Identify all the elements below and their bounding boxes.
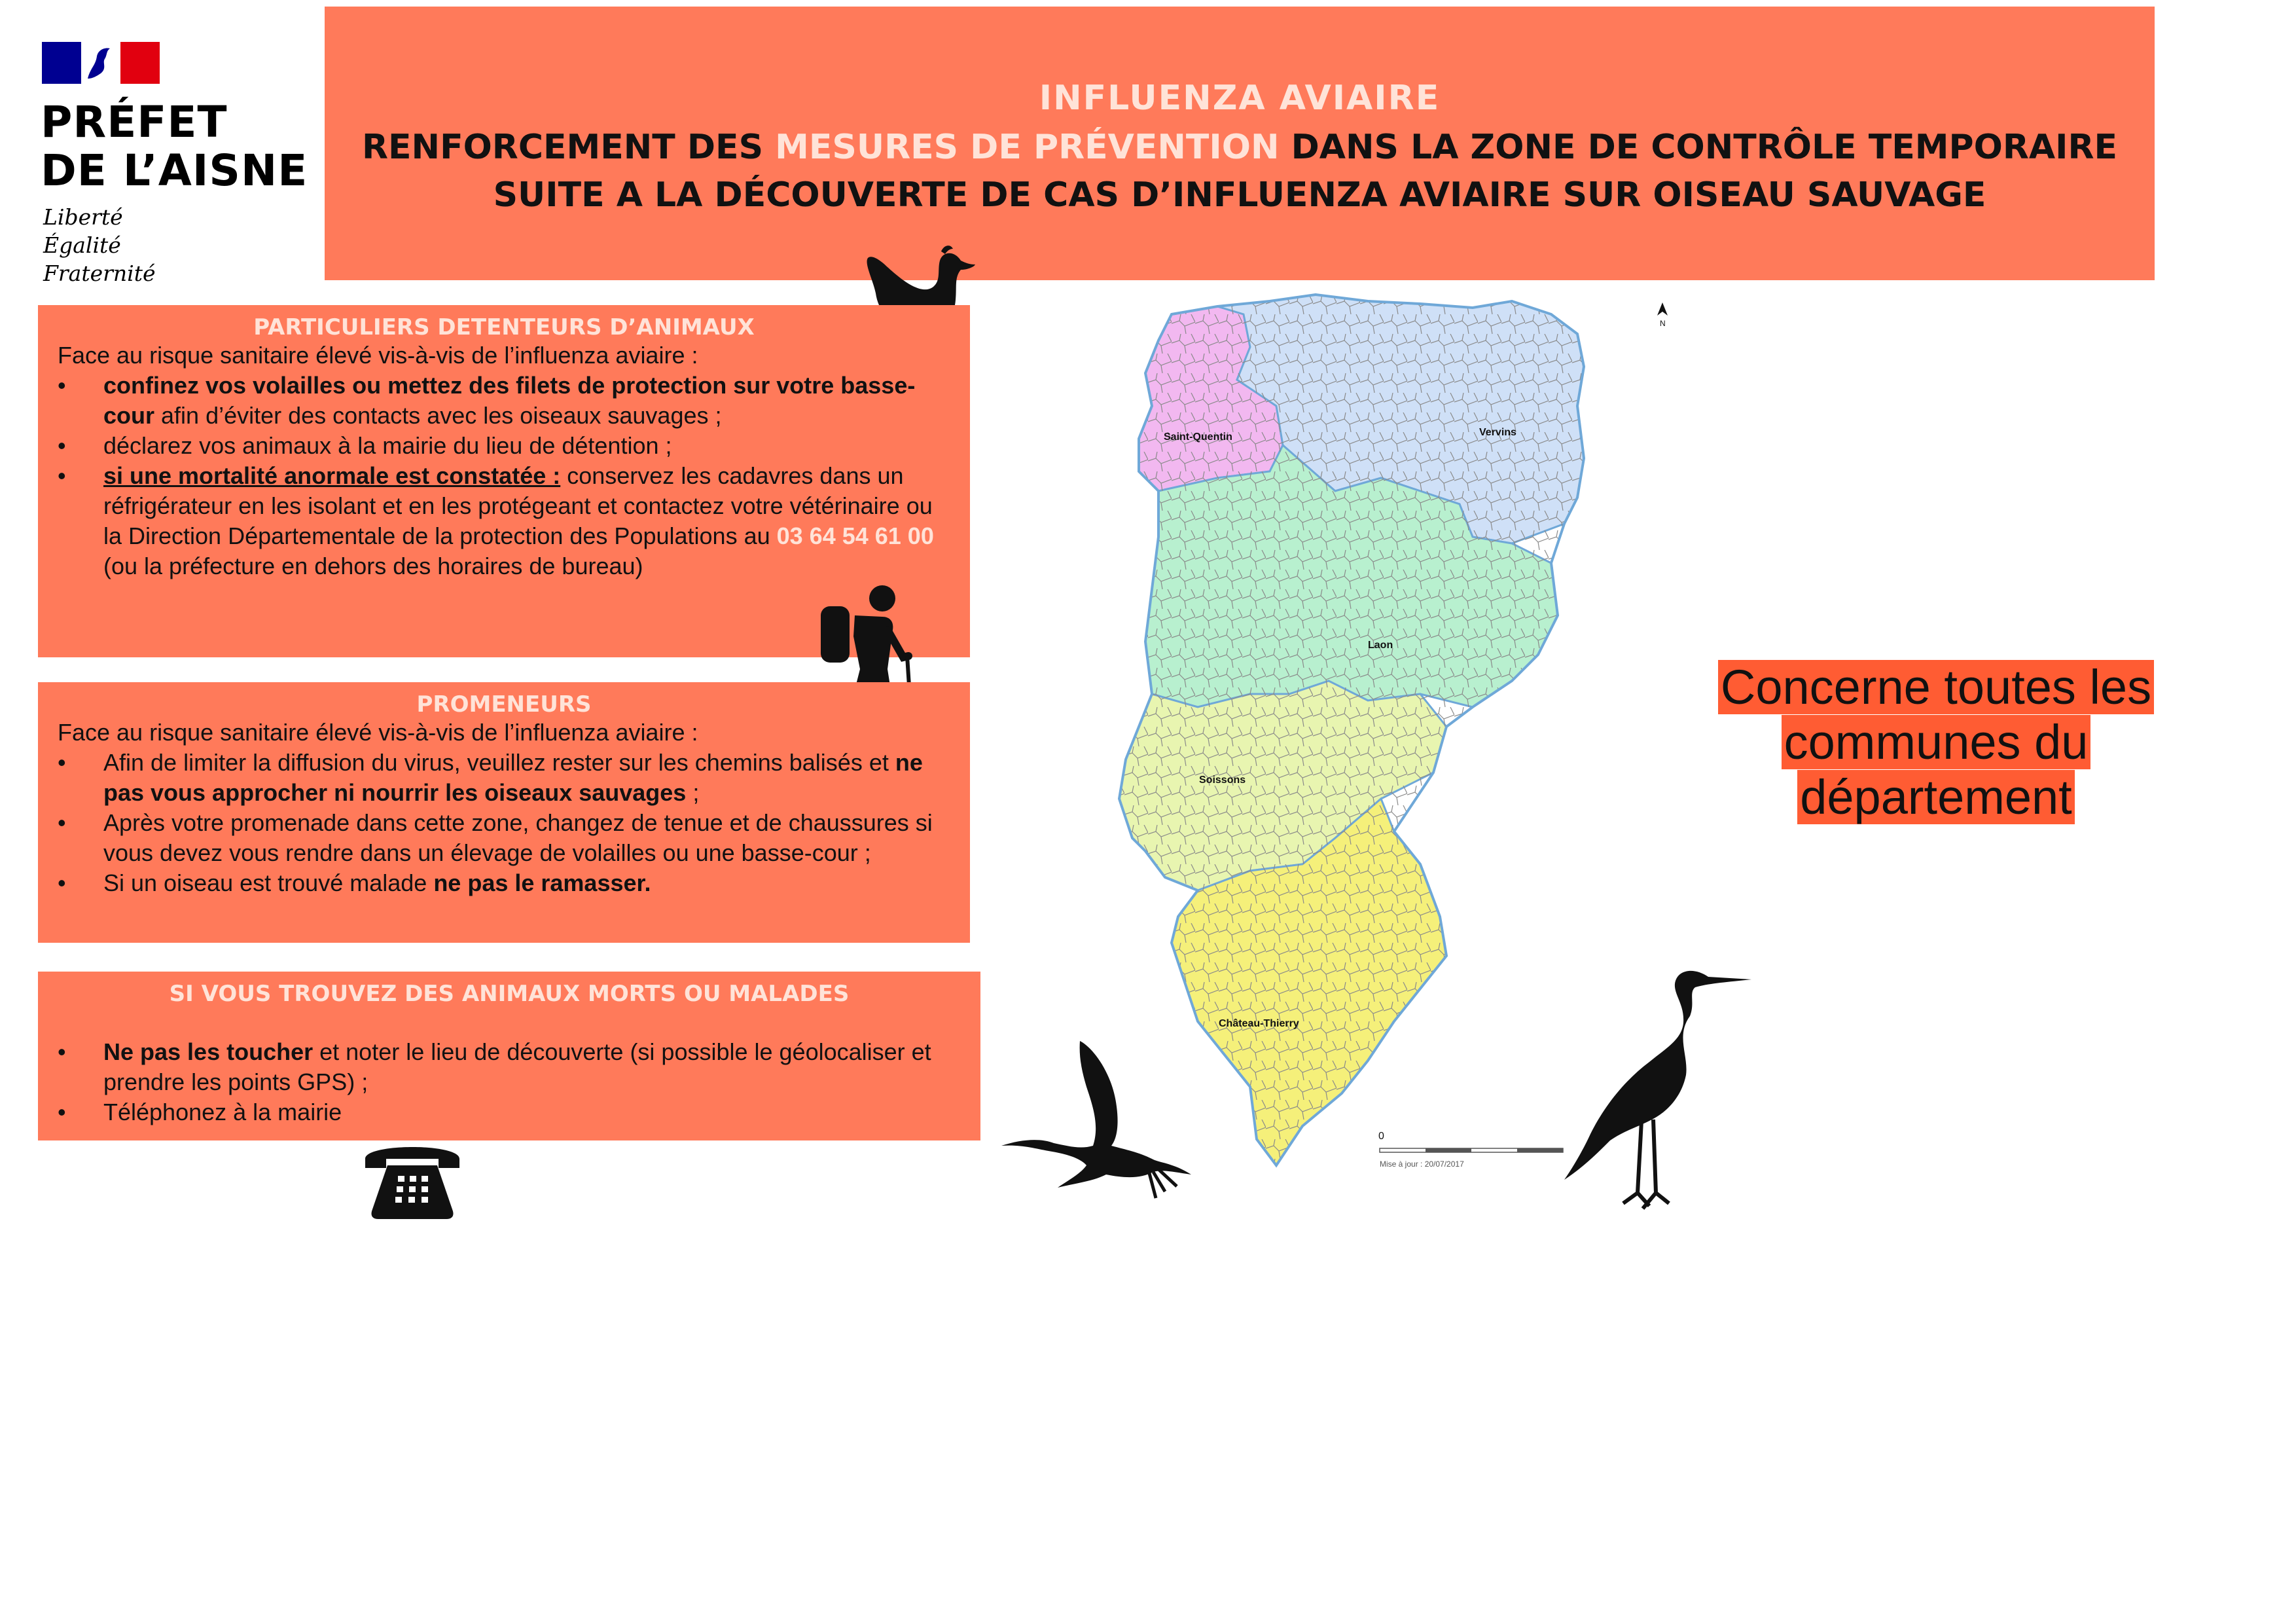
animaux-morts-title: SI VOUS TROUVEZ DES ANIMAUX MORTS OU MALADES	[169, 981, 850, 1007]
list-item: • Téléphonez à la mairie	[38, 1097, 961, 1127]
republic-motto: Liberté Égalité Fraternité	[43, 204, 156, 286]
particuliers-title: PARTICULIERS DETENTEURS D’ANIMAUX	[253, 314, 755, 340]
list-item: • confinez vos volailles ou mettez des filets de protection sur votre basse-cour afin d’éviter des contacts avec les oiseaux sauvages ;	[38, 371, 950, 431]
prefecture-title: PRÉFET DE L’AISNE	[41, 97, 308, 196]
banner-subtitle-2: SUITE A LA DÉCOUVERTE DE CAS D’INFLUENZA AVIAIRE SUR OISEAU SAUVAGE	[493, 175, 1986, 215]
banner-subtitle: RENFORCEMENT DES MESURES DE PRÉVENTION DANS LA ZONE DE CONTRÔLE TEMPORAIRE	[361, 128, 2118, 167]
map-label-saint-quentin: Saint-Quentin	[1164, 431, 1232, 443]
map-label-vervins: Vervins	[1479, 427, 1516, 438]
concerne-notice: Concerne toutes les communes du département	[1713, 660, 2159, 825]
particuliers-intro: Face au risque sanitaire élevé vis-à-vis de l’influenza aviaire :	[58, 342, 698, 369]
list-item: • déclarez vos animaux à la mairie du lieu de détention ;	[38, 431, 950, 461]
scale-bar	[1378, 1131, 1563, 1169]
header-banner	[325, 7, 2155, 280]
promeneurs-intro: Face au risque sanitaire élevé vis-à-vis de l’influenza aviaire :	[58, 719, 698, 746]
telephone-icon	[361, 1139, 463, 1219]
map-label-laon: Laon	[1368, 640, 1393, 651]
svg-text:Mise à jour : 20/07/2017: Mise à jour : 20/07/2017	[1380, 1159, 1464, 1169]
svg-text:N: N	[1660, 319, 1666, 328]
map-label-soissons: Soissons	[1199, 775, 1246, 786]
promeneurs-title: PROMENEURS	[416, 691, 592, 718]
banner-title: INFLUENZA AVIAIRE	[1039, 79, 1441, 118]
promeneurs-section	[38, 682, 970, 943]
list-item: • Ne pas les toucher et noter le lieu de découverte (si possible le géolocaliser et prendre les points GPS) ;	[38, 1037, 961, 1097]
list-item: • Si un oiseau est trouvé malade ne pas le ramasser.	[38, 868, 950, 898]
map-label-chateau-thierry: Château-Thierry	[1219, 1018, 1299, 1029]
list-item: • Afin de limiter la diffusion du virus, veuillez rester sur les chemins balisés et ne pas vous approcher ni nourrir les oiseaux sauvages ;	[38, 748, 950, 808]
standing-heron-icon	[1564, 964, 1751, 1211]
republic-flag-logo	[42, 42, 160, 84]
list-item: • si une mortalité anormale est constatée : conservez les cadavres dans un réfrigérateur en les isolant et en les protégeant et contactez votre vétérinaire ou la Direction Départementale de la protection des Populations au 03 64 54 61 00 (ou la préfecture en dehors des horaires de bureau)	[38, 461, 950, 581]
animaux-morts-section	[38, 972, 980, 1140]
list-item: • Après votre promenade dans cette zone, changez de tenue et de chaussures si vous devez vous rendre dans un élevage de volailles ou une basse-cour ;	[38, 808, 950, 868]
north-arrow-icon	[1657, 302, 1668, 328]
svg-text:0: 0	[1378, 1131, 1384, 1142]
phone-number[interactable]: 03 64 54 61 00	[776, 522, 934, 549]
flying-heron-icon	[1001, 1034, 1198, 1202]
marianne-icon	[81, 42, 120, 84]
